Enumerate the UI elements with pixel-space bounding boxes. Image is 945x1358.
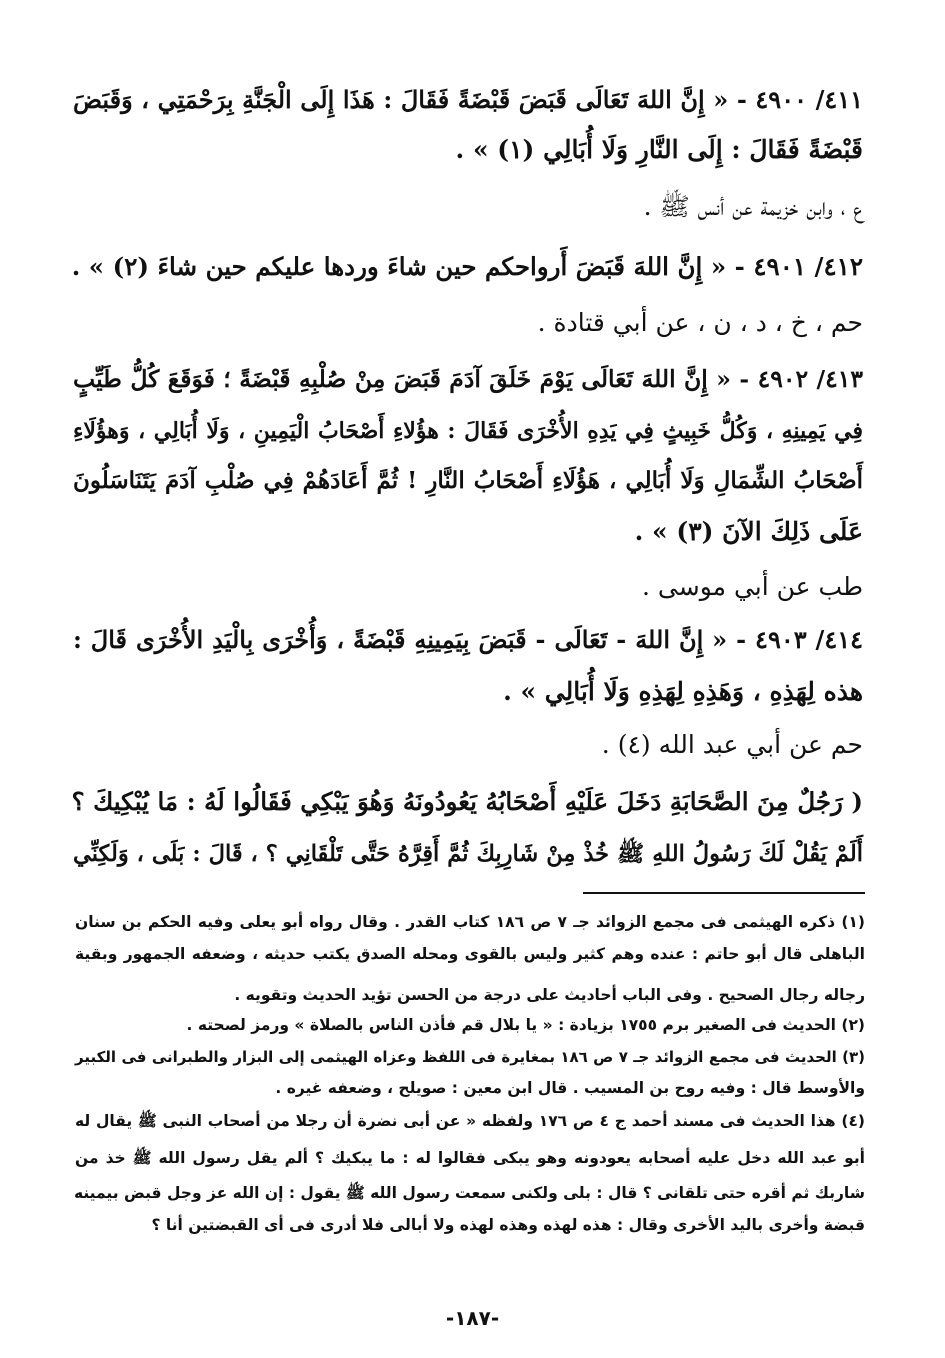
hadith-414-line-2: هذه لِهَذِهِ ، وَهَذِهِ لِهَذِهِ وَلَا أُبَالِي » . [503,677,863,706]
hadith-413-line-1: ٤١٣/ ٤٩٠٢ - « إِنَّ اللهَ تَعَالَى يَوْمَ خَلَقَ آدَمَ قَبَضَ مِنْ صُلْبِهِ قَبْضَةً ؛ فَوَقَعَ كُلُّ طَيِّبٍ [73,365,864,393]
footnote-4-line-4: قبضة وأخرى باليد الأخرى وقال : هذه لهذه وهذه لهذه ولا أبالى فلا أدرى فى أى القبضتين أنا ؟ [151,1216,865,1234]
footnote-4-line-1: (٤) هذا الحديث فى مسند أحمد ج ٤ ص ١٧٦ ولفظه « عن أبى نضرة أن رجلا من أصحاب النبى ﷺ يقال له [75,1112,865,1130]
commentary-line-2: أَلَمْ يَقُلْ لَكَ رَسُولُ اللهِ ﷺ خُذْ مِنْ شَارِبِكَ ثُمَّ أَقِرَّهُ حَتَّى تَلْقَانِي ؟ ، قَالَ : بَلَى ، وَلَكِنِّي [73,841,863,867]
hadith-411-source: ع ، وابن خزيمة عن أنس ﷺ . [643,192,863,221]
footnote-3-line-1: (٣) الحديث فى مجمع الزوائد جـ ٧ ص ١٨٦ بمغايرة فى اللفظ وعزاه الهيثمى إلى البزار والطبرانى فى الكبير [75,1048,865,1066]
hadith-413-line-4: عَلَى ذَلِكَ الآنَ (٣) » . [634,517,863,546]
hadith-412-source: حم ، خ ، د ، ن ، عن أبي قتادة . [537,308,863,337]
hadith-413-line-3: أَصْحَابُ الشِّمَالِ وَلَا أُبَالِي ، هَؤُلَاءِ أَصْحَابُ النَّارِ ! ثُمَّ أَعَادَهُمْ فِي صُلْبِ آدَمَ يَتَنَاسَلُونَ [73,467,863,494]
hadith-411-line-2: قَبْضَةً فَقَالَ : إِلَى النَّارِ وَلَا أُبَالِي (١) » . [455,135,863,164]
footnote-1-line-2: الباهلى قال أبو حاتم : عنده وهم كثير وليس بالقوى ومحله الصدق يكتب حديثه ، وضعفه الجمهور وبقية [75,945,865,963]
footnote-1-line-1: (١) ذكره الهيثمى فى مجمع الزوائد جـ ٧ ص ١٨٦ كتاب القدر . وقال رواه أبو يعلى وفيه الحكم بن سنان [75,913,865,931]
footnote-1-line-3: رجاله رجال الصحيح . وفى الباب أحاديث على درجة من الحسن تؤيد الحديث وتقويه . [234,986,865,1004]
footnote-3-line-2: والأوسط قال : وفيه روح بن المسيب . قال ابن معين : صويلح ، وضعفه غيره . [275,1079,865,1097]
hadith-413-source: طب عن أبي موسى . [642,572,863,601]
hadith-414-source: حم عن أبي عبد الله (٤) . [601,730,863,759]
page-number: -١٨٧- [445,1306,500,1330]
hadith-412-text: ٤١٢/ ٤٩٠١ - « إِنَّ اللهَ قَبَضَ أَرواحكم حين شاءَ وردها عليكم حين شاءَ (٢) » . [71,252,863,281]
footnote-separator [583,892,865,894]
hadith-413-line-2: فِي يَمِينِهِ ، وَكُلُّ خَبِيثٍ فِي يَدِهِ الأُخْرَى فَقَالَ : هؤُلاءِ أَصْحَابُ الْيَمِينِ ، وَلَا أُبَالِي ، وَهؤُلَاءِ [73,418,863,444]
footnote-4-line-2: أبو عبد الله دخل عليه أصحابه يعودونه وهو يبكى فقالوا له : ما يبكيك ؟ ألم يقل رسول الله ﷺ خذ من [75,1149,865,1167]
hadith-414-line-1: ٤١٤/ ٤٩٠٣ - « إِنَّ اللهَ - تَعَالَى - قَبَضَ بِيَمِينِهِ قَبْضَةً ، وَأُخْرَى بِالْيَدِ الأُخْرَى قَالَ : [73,625,863,654]
footnote-2: (٢) الحديث فى الصغير برم ١٧٥٥ بزيادة : « يا بلال قم فأذن الناس بالصلاة » ورمز لصحته . [186,1016,865,1034]
hadith-411-line-1: ٤١١/ ٤٩٠٠ - « إِنَّ اللهَ تَعَالَى قَبَضَ قَبْضَةً فَقَالَ : هَذَا إِلَى الْجَنَّةِ بِرَحْمَتِي ، وَقَبَضَ [73,85,863,114]
commentary-line-1: ( رَجُلٌ مِنَ الصَّحَابَةِ دَخَلَ عَلَيْهِ أَصْحَابُهُ يَعُودُونَهُ وَهُوَ يَبْكِي فَقَالُوا لَهُ : مَا يُبْكِيكَ ؟ [71,787,863,816]
footnote-4-line-3: شاربك ثم أقره حتى تلقانى ؟ قال : بلى ولكنى سمعت رسول الله ﷺ يقول : إن الله عز وجل قبض بيمينه [73,1184,865,1202]
